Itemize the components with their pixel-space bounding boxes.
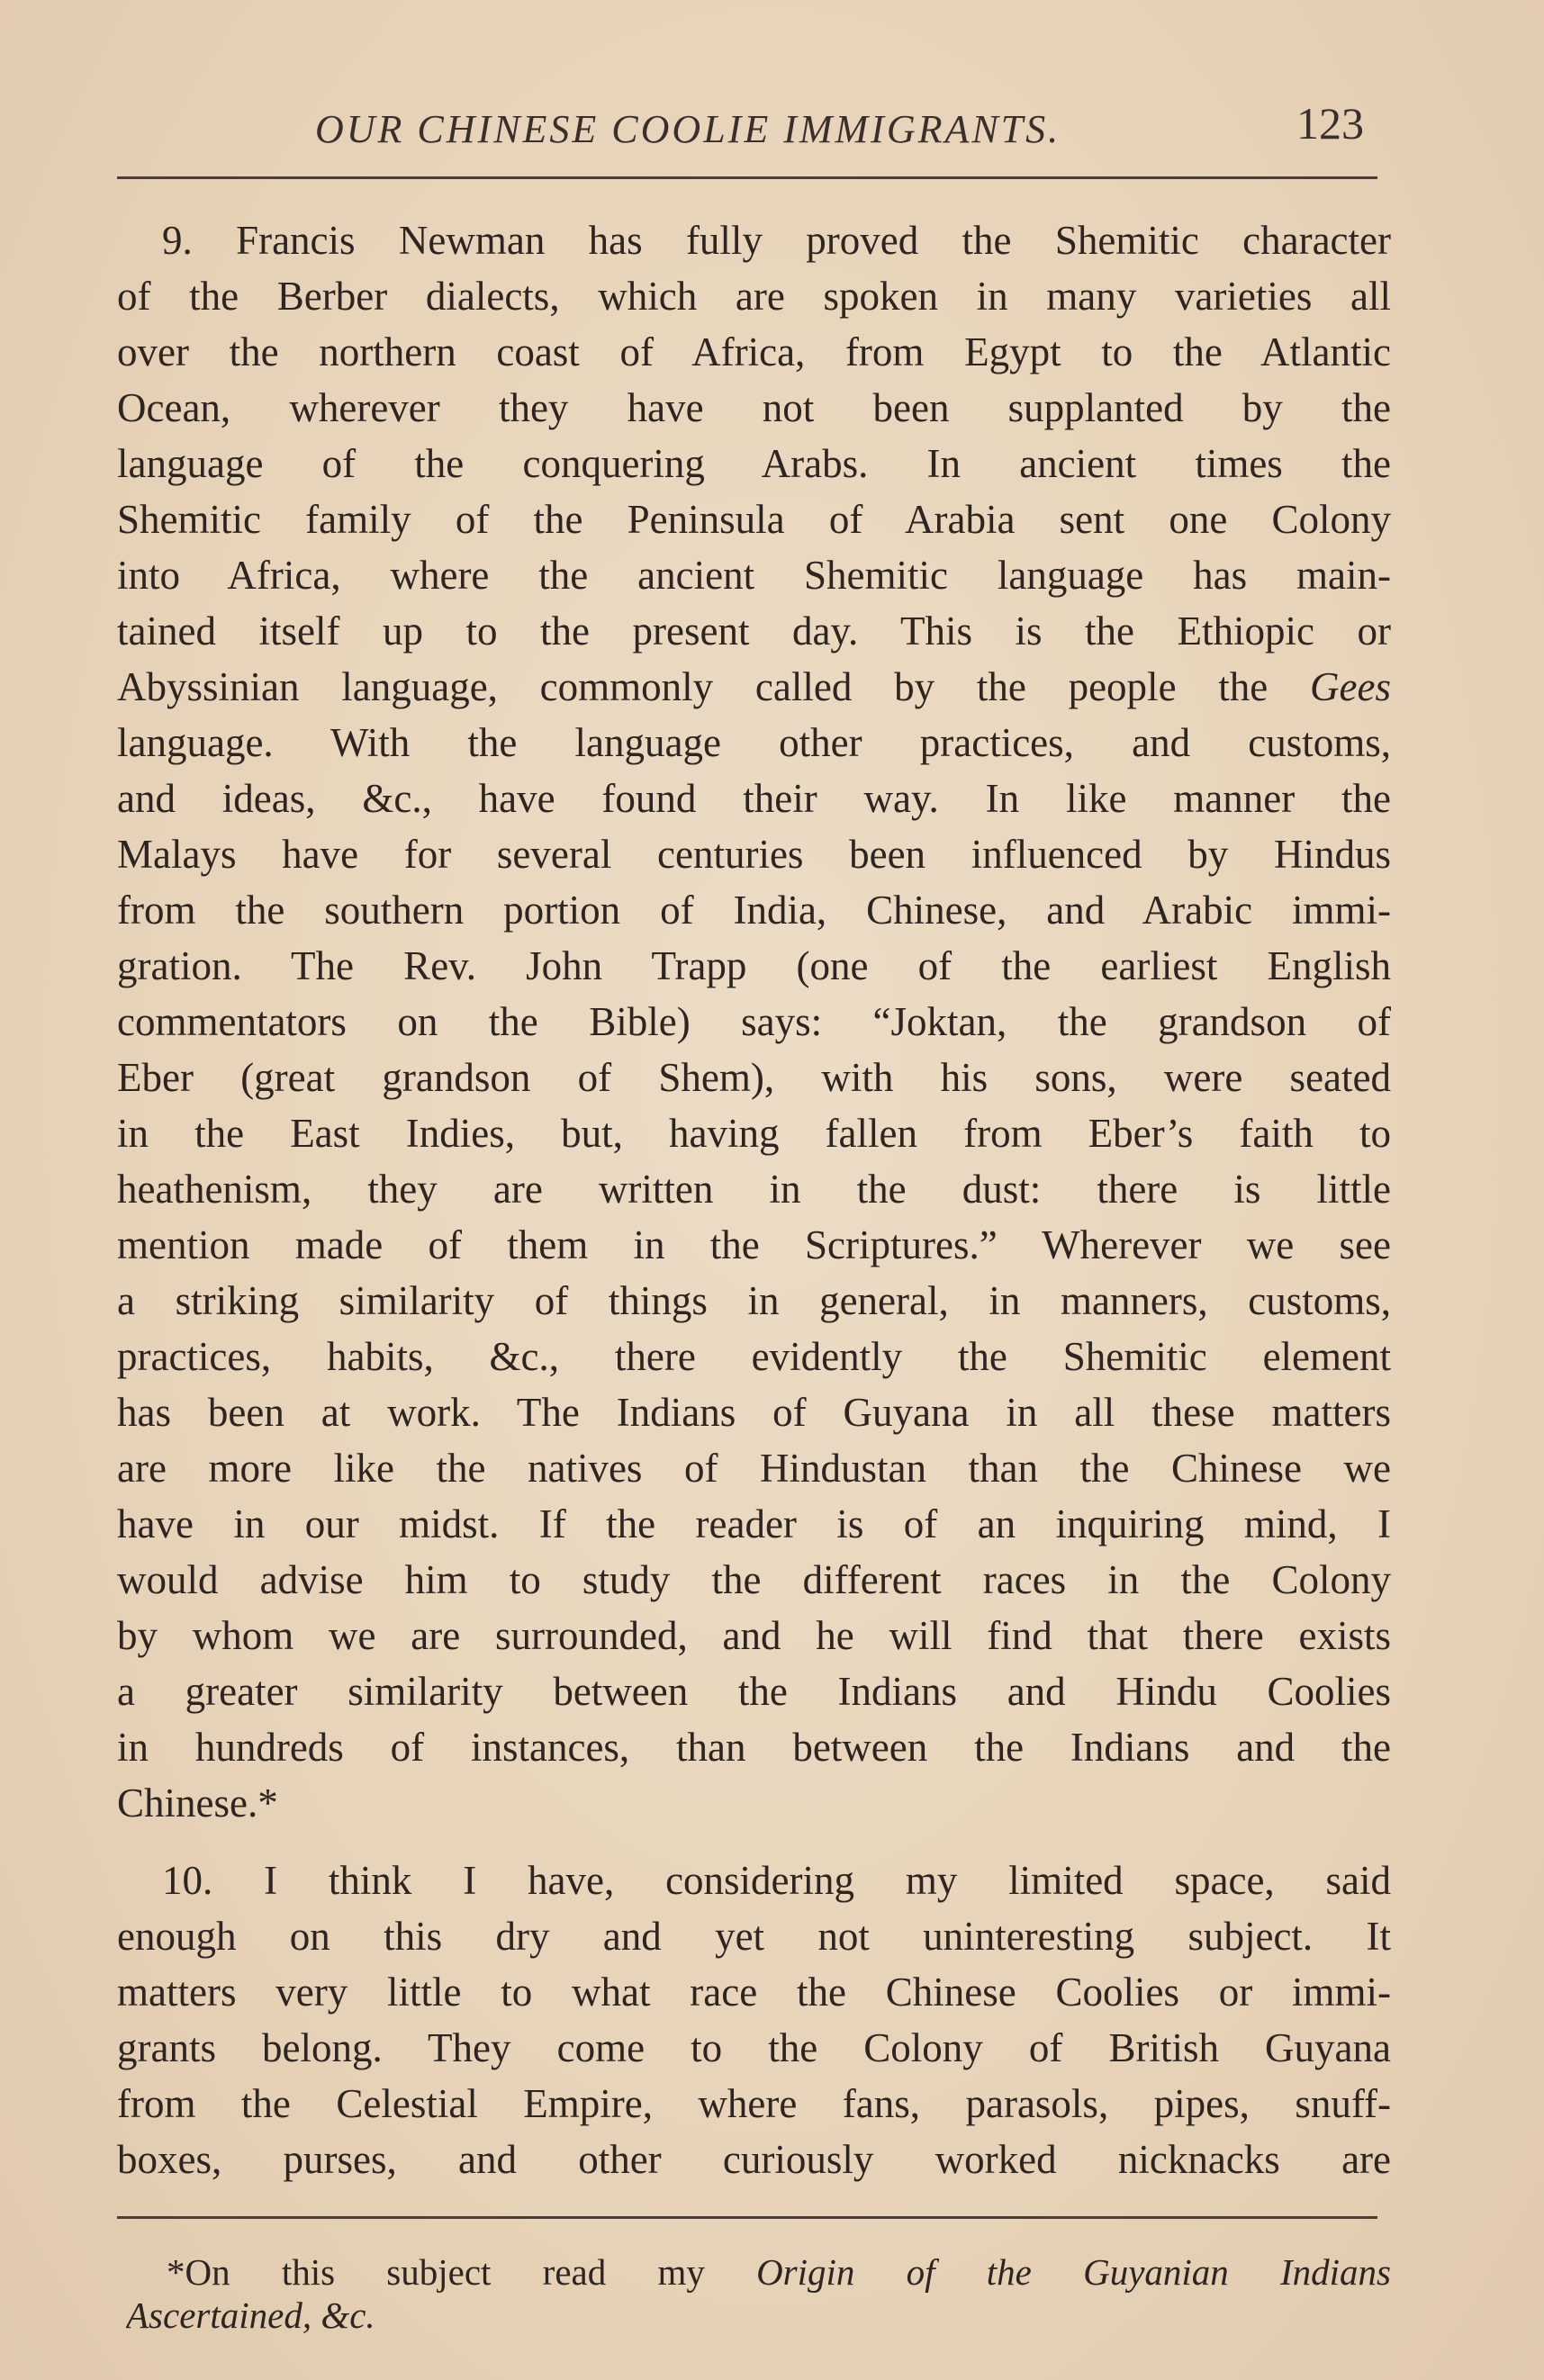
text-line: Ocean, wherever they have not been supplanted by the — [117, 385, 1391, 430]
text-line: from the Celestial Empire, where fans, parasols, pipes, snuff- — [117, 2081, 1391, 2126]
text-line: practices, habits, &c., there evidently the Shemitic element — [117, 1334, 1391, 1379]
text-line: a greater similarity between the Indians and Hindu Coolies — [117, 1669, 1391, 1714]
header-rule — [117, 176, 1377, 179]
text-line: and ideas, &c., have found their way. In like manner the — [117, 776, 1391, 821]
text-line: language of the conquering Arabs. In ancient times the — [117, 441, 1391, 486]
text-line: enough on this dry and yet not uninteresting subject. It — [117, 1914, 1391, 1959]
text-line: in the East Indies, but, having fallen from Eber’s faith to — [117, 1111, 1391, 1156]
text-line: by whom we are surrounded, and he will find that there exists — [117, 1613, 1391, 1658]
footnote-book-title: Origin of the Guyanian Indians — [756, 2251, 1391, 2293]
running-header: OUR CHINESE COOLIE IMMIGRANTS. — [315, 107, 1061, 151]
text-line: are more like the natives of Hindustan than the Chinese we — [117, 1446, 1391, 1491]
text-line: mention made of them in the Scriptures.” Wherever we see — [117, 1222, 1391, 1267]
text-line: heathenism, they are written in the dust: there is little — [117, 1167, 1391, 1212]
text-line: gration. The Rev. John Trapp (one of the earliest English — [117, 943, 1391, 988]
text-line: grants belong. They come to the Colony of British Guyana — [117, 2025, 1391, 2070]
text-line: from the southern portion of India, Chinese, and Arabic immi- — [117, 888, 1391, 933]
text-line: has been at work. The Indians of Guyana in all these matters — [117, 1390, 1391, 1435]
text-line: Shemitic family of the Peninsula of Arabia sent one Colony — [117, 497, 1391, 542]
text-line: would advise him to study the different races in the Colony — [117, 1557, 1391, 1602]
text-line: over the northern coast of Africa, from Egypt to the Atlantic — [117, 329, 1391, 374]
footnote-book-title-cont: Ascertained, &c. — [126, 2294, 375, 2336]
text-line: of the Berber dialects, which are spoken in many varieties all — [117, 274, 1391, 319]
text-line — [117, 659, 1391, 715]
text-line: language. With the language other practices, and customs, — [117, 720, 1391, 765]
text-line: tained itself up to the present day. This is the Ethiopic or — [117, 609, 1391, 654]
text-line: a striking similarity of things in general, in manners, customs, — [117, 1278, 1391, 1323]
text-line: Chinese.* — [117, 1780, 278, 1826]
footnote-line — [126, 2294, 1391, 2337]
text-line: Eber (great grandson of Shem), with his sons, were seated — [117, 1055, 1391, 1100]
text-line: in hundreds of instances, than between the Indians and the — [117, 1725, 1391, 1770]
footnote-prefix: *On this subject read my — [167, 2251, 705, 2293]
text-line: Malays have for several centuries been influenced by Hindus — [117, 832, 1391, 877]
page-number: 123 — [1296, 98, 1364, 149]
text-line: matters very little to what race the Chinese Coolies or immi- — [117, 1970, 1391, 2015]
footnote-rule — [117, 2216, 1377, 2219]
text-line-segment: Abyssinian language, commonly called by the people the — [117, 664, 1269, 709]
text-line: boxes, purses, and other curiously worked nicknacks are — [117, 2137, 1391, 2182]
text-line: have in our midst. If the reader is of an inquiring mind, I — [117, 1501, 1391, 1546]
footnote-line — [126, 2250, 1391, 2294]
paragraph-9 — [117, 212, 1391, 1831]
text-line: 9. Francis Newman has fully proved the Shemitic character — [162, 218, 1391, 263]
gees-word: Gees — [1310, 664, 1391, 709]
text-line: commentators on the Bible) says: “Joktan, the grandson of — [117, 999, 1391, 1044]
text-line: into Africa, where the ancient Shemitic language has main- — [117, 553, 1391, 598]
text-line: 10. I think I have, considering my limited space, said — [162, 1858, 1391, 1903]
paragraph-10 — [117, 1853, 1391, 2187]
footnote — [126, 2250, 1391, 2337]
